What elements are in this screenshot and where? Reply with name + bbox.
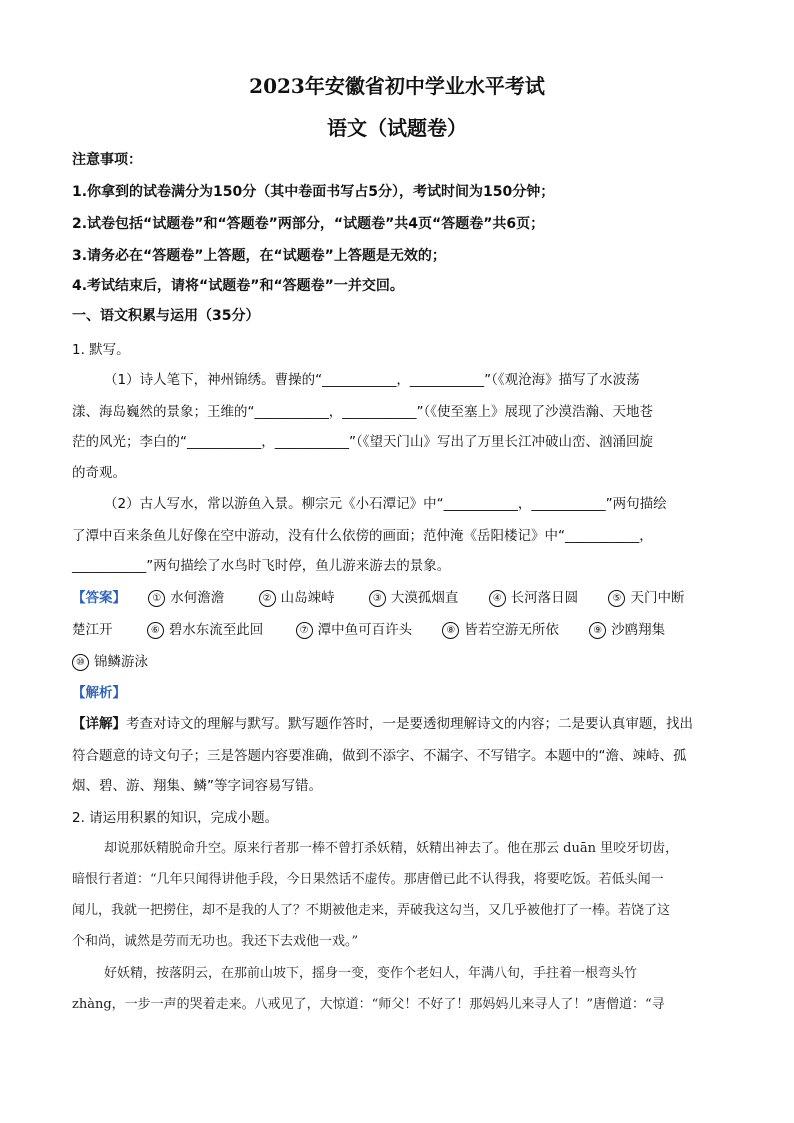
answer-text: 山岛竦峙 — [280, 590, 335, 606]
answer-text: 水何澹澹 — [170, 590, 225, 606]
detail-line: 烟、碧、游、翔集、鳞”等字词容易写错。 — [72, 778, 322, 794]
passage-line: 好妖精，按落阴云，在那前山坡下，摇身一变，变作个老妇人，年满八旬，手拄着一根弯头竹 — [104, 966, 638, 981]
detail-line — [72, 714, 722, 734]
answer-text: 锦鳞游泳 — [94, 654, 148, 670]
answer-text: 天门中断 — [630, 590, 685, 606]
question-1-line: 了潭中百来条鱼儿好像在空中游动，没有什么依傍的画面；范仲淹《岳阳楼记》中“___________， — [72, 528, 653, 544]
answer-text: 碧水东流至此回 — [168, 622, 264, 638]
answer-number: ⑥ — [147, 622, 164, 639]
analysis-row — [72, 683, 722, 703]
answer-text: 潭中鱼可百许头 — [317, 622, 413, 638]
answer-item — [147, 620, 264, 640]
answer-item — [148, 588, 224, 608]
answer-item — [442, 620, 559, 640]
answer-item — [72, 652, 148, 672]
question-1-line: 漾、海岛巍然的景象；王维的“___________，___________”（《使至塞上》展现了沙漠浩瀚、天地苍 — [72, 404, 653, 420]
exam-subtitle: 语文（试题卷） — [327, 116, 467, 140]
answer-number: ③ — [369, 590, 386, 607]
question-1-line: 的奇观。 — [72, 465, 126, 481]
exam-title: 2023年安徽省初中学业水平考试 — [249, 74, 545, 98]
answer-number: ⑦ — [296, 622, 313, 639]
note-4: 4.考试结束后，请将“试题卷”和“答题卷”一并交回。 — [72, 278, 404, 294]
answer-text: 沙鸥翔集 — [611, 622, 666, 638]
answer-item — [296, 620, 413, 640]
answer-text: 楚江开 — [72, 622, 113, 638]
passage-line: 暗恨行者道：“几年只闻得讲他手段，今日果然话不虚传。那唐僧已此不认得我，将要吃饭。若低头闻一 — [72, 872, 664, 887]
analysis-label: 【解析】 — [72, 685, 126, 701]
detail-text: 考查对诗文的理解与默写。默写题作答时，一是要透彻理解诗文的内容；二是要认真审题，找出 — [126, 716, 693, 732]
answer-number: ⑧ — [442, 622, 459, 639]
answer-text: 皆若空游无所依 — [464, 622, 559, 638]
passage-line: 闻儿，我就一把撈住，却不是我的人了？不期被他走来，弄破我这勾当，又几乎被他打了一棒。若饶了这 — [72, 903, 671, 918]
answer-item — [608, 588, 684, 608]
answer-number: ④ — [489, 590, 506, 607]
passage-line: 却说那妖精脱命升空。原来行者那一棒不曾打杀妖精，妖精出神去了。他在那云 duān 里咬牙切齿， — [104, 841, 679, 856]
answer-text: 长河落日圆 — [510, 590, 579, 606]
question-1-line: （1）诗人笔下，神州锦绣。曹操的“___________，___________”（《观沧海》描写了水波荡 — [104, 372, 640, 388]
question-2-heading: 2. 请运用积累的知识，完成小题。 — [72, 810, 279, 826]
answer-row-2 — [72, 620, 722, 640]
note-2: 2.试卷包括“试题卷”和“答题卷”两部分，“试题卷”共4页“答题卷”共6页； — [72, 216, 545, 232]
detail-label: 【详解】 — [72, 716, 126, 732]
question-1-line: 茫的风光；李白的“___________，___________”（《望天门山》写出了万里长江冲破山峦、汹涌回旋 — [72, 434, 653, 450]
answer-item — [489, 588, 579, 608]
answer-label: 【答案】 — [72, 590, 126, 606]
notes-heading: 注意事项： — [72, 152, 142, 168]
answer-row-3 — [72, 652, 722, 672]
passage-line: zhàng，一步一声的哭着走来。八戒见了，大惊道：“师父！不好了！那妈妈儿来寻人了！”唐僧道：“寻 — [72, 997, 665, 1012]
section-heading: 一、语文积累与运用（35分） — [72, 308, 260, 324]
answer-number: ⑨ — [589, 622, 606, 639]
answer-item — [369, 588, 459, 608]
answer-item — [589, 620, 665, 640]
detail-line: 符合题意的诗文句子；三是答题内容要准确，做到不添字、不漏字、不写错字。本题中的“澹、竦峙、孤 — [72, 748, 687, 764]
passage-line: 个和尚，诚然是劳而无功也。我还下去戏他一戏。” — [72, 934, 359, 949]
answer-text: 大漠孤烟直 — [390, 590, 459, 606]
question-1-heading: 1. 默写。 — [72, 342, 130, 358]
answer-number: ② — [259, 590, 276, 607]
note-3: 3.请务必在“答题卷”上答题，在“试题卷”上答题是无效的； — [72, 248, 446, 264]
note-1: 1.你拿到的试卷满分为150分（其中卷面书写占5分），考试时间为150分钟； — [72, 184, 555, 200]
answer-item — [259, 588, 335, 608]
answer-number: ⑩ — [72, 654, 89, 671]
question-1-line: （2）古人写水，常以游鱼入景。柳宗元《小石潭记》中“___________，___________”两句描绘 — [104, 496, 667, 512]
question-1-line: ___________”两句描绘了水鸟时飞时停，鱼儿游来游去的景象。 — [72, 558, 451, 574]
answer-number: ⑤ — [608, 590, 625, 607]
answer-number: ① — [148, 590, 165, 607]
answer-row-1 — [72, 588, 722, 608]
